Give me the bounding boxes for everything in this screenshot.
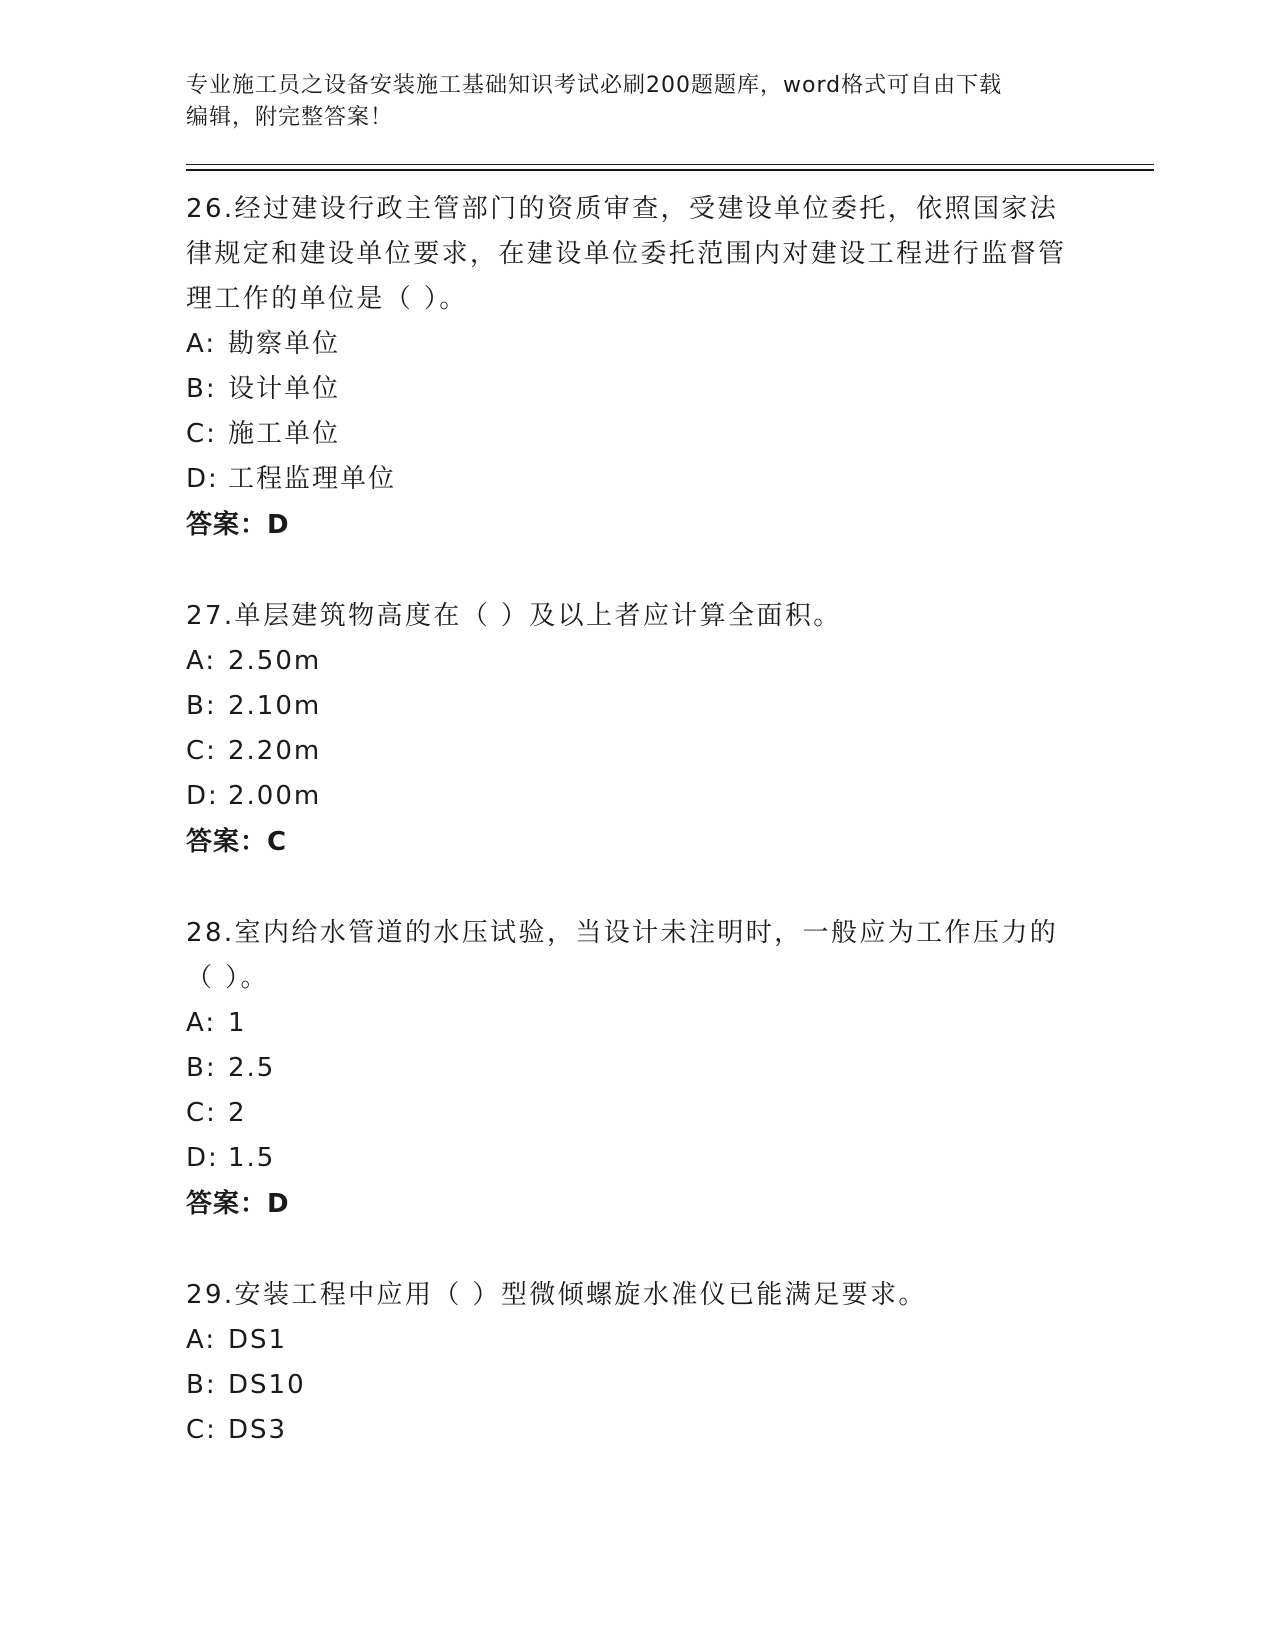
option-a <box>186 639 1186 684</box>
option-c <box>186 412 1186 457</box>
option-text: 2.10m <box>228 691 322 721</box>
option-text: DS1 <box>228 1325 288 1355</box>
doc-header-line-2: 编辑，附完整答案！ <box>186 105 394 130</box>
option-c <box>186 1091 1186 1136</box>
option-letter: C: <box>186 419 217 449</box>
option-d <box>186 1136 1186 1181</box>
question-26 <box>186 187 1186 548</box>
question-27 <box>186 594 1186 865</box>
answer-line: 答案：D <box>186 1189 290 1219</box>
question-stem: 28.室内给水管道的水压试验，当设计未注明时，一般应为工作压力的（ ）。 <box>186 918 1059 993</box>
option-letter: B: <box>186 1053 217 1083</box>
option-text: 2.5 <box>228 1053 276 1083</box>
option-letter: A: <box>186 646 217 676</box>
option-letter: D: <box>186 781 219 811</box>
option-letter: A: <box>186 329 217 359</box>
option-text: 施工单位 <box>228 419 341 449</box>
option-letter: C: <box>186 1098 217 1128</box>
question-29 <box>186 1273 1186 1453</box>
question-28 <box>186 911 1186 1227</box>
answer-line: 答案：D <box>186 510 290 540</box>
option-letter: B: <box>186 374 217 404</box>
option-a <box>186 1001 1186 1046</box>
option-text: DS3 <box>228 1415 288 1445</box>
question-stem: 26.经过建设行政主管部门的资质审查，受建设单位委托，依照国家法律规定和建设单位要求，在建设单位委托范围内对建设工程进行监督管理工作的单位是（ ）。 <box>186 194 1067 314</box>
option-a <box>186 1318 1186 1363</box>
option-letter: C: <box>186 1415 217 1445</box>
option-letter: B: <box>186 691 217 721</box>
question-stem: 29.安装工程中应用（ ）型微倾螺旋水准仪已能满足要求。 <box>186 1280 927 1310</box>
option-letter: D: <box>186 464 219 494</box>
option-text: 设计单位 <box>228 374 341 404</box>
option-text: 工程监理单位 <box>228 464 397 494</box>
option-text: 1 <box>228 1008 247 1038</box>
option-text: 2.00m <box>228 781 322 811</box>
option-d <box>186 457 1186 502</box>
option-letter: A: <box>186 1008 217 1038</box>
option-text: 2 <box>228 1098 247 1128</box>
question-stem: 27.单层建筑物高度在（ ）及以上者应计算全面积。 <box>186 601 842 631</box>
option-a <box>186 322 1186 367</box>
option-letter: B: <box>186 1370 217 1400</box>
option-letter: C: <box>186 736 217 766</box>
option-b <box>186 684 1186 729</box>
option-c <box>186 1408 1186 1453</box>
header-divider <box>186 164 1154 171</box>
option-b <box>186 367 1186 412</box>
option-text: 2.50m <box>228 646 322 676</box>
option-b <box>186 1363 1186 1408</box>
option-text: 勘察单位 <box>228 329 341 359</box>
option-letter: A: <box>186 1325 217 1355</box>
doc-header-line-1: 专业施工员之设备安装施工基础知识考试必刷200题题库，word格式可自由下载 <box>186 73 1003 98</box>
option-text: 2.20m <box>228 736 322 766</box>
document-page <box>186 70 1186 1453</box>
option-c <box>186 729 1186 774</box>
option-d <box>186 774 1186 819</box>
option-text: 1.5 <box>228 1143 276 1173</box>
option-b <box>186 1046 1186 1091</box>
answer-line: 答案：C <box>186 827 288 857</box>
option-text: DS10 <box>228 1370 306 1400</box>
option-letter: D: <box>186 1143 219 1173</box>
